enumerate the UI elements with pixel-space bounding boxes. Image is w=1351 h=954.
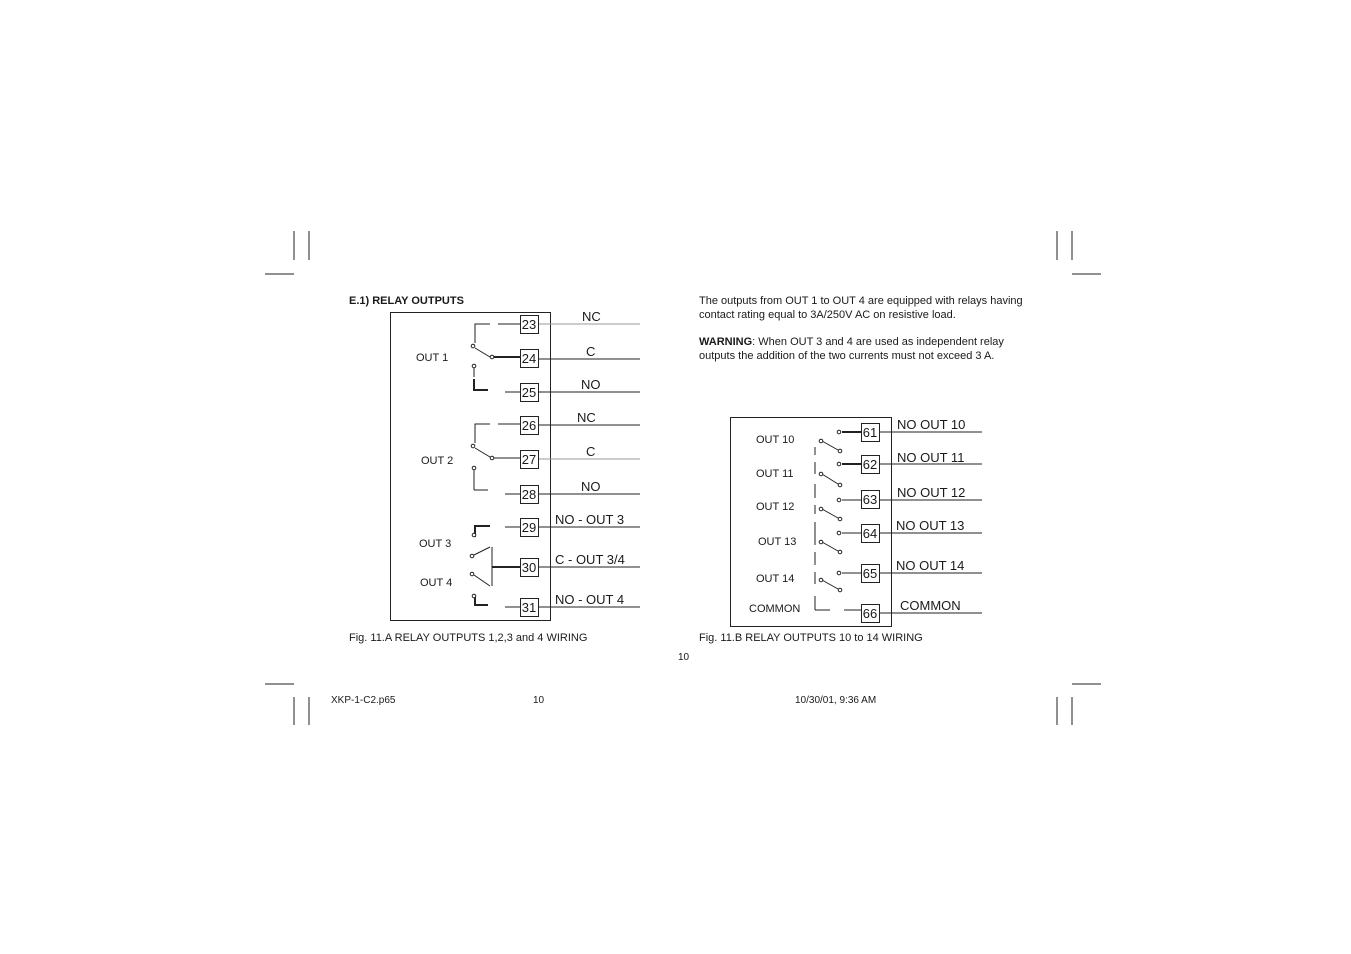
terminal-28: 28 (521, 487, 537, 502)
fig-b-common-label: COMMON (749, 603, 801, 615)
terminal-66: 66 (862, 606, 878, 621)
section-title: E.1) RELAY OUTPUTS (349, 295, 464, 307)
fig-b-wire-64: NO OUT 13 (896, 518, 965, 533)
page-number: 10 (678, 652, 690, 663)
fig-b-out13-label: OUT 13 (758, 536, 797, 548)
fig-b-out11-label: OUT 11 (756, 468, 794, 480)
terminal-61: 61 (862, 425, 878, 440)
warning-text: : When OUT 3 and 4 are used as independent relay outputs the addition of the two currents must not exceed 3 A. (699, 336, 1004, 362)
footer-page: 10 (533, 695, 545, 706)
terminal-23: 23 (521, 317, 537, 332)
terminal-25: 25 (521, 385, 537, 400)
fig-b-out12-label: OUT 12 (756, 501, 795, 513)
fig-a-out1-label: OUT 1 (416, 352, 449, 364)
fig-b-wire-66: COMMON (900, 598, 961, 613)
fig-a-wire-24: C (586, 344, 596, 359)
terminal-63: 63 (862, 492, 878, 507)
terminal-64: 64 (862, 526, 878, 541)
terminal-31: 31 (521, 600, 537, 615)
fig-a-out3-label: OUT 3 (419, 538, 452, 550)
terminal-29: 29 (521, 520, 537, 535)
terminal-26: 26 (521, 418, 537, 433)
fig-a-wire-26: NC (577, 410, 596, 425)
intro-paragraph: The outputs from OUT 1 to OUT 4 are equipped with relays having contact rating equal to 3A/250V AC on resistive load. (699, 295, 1023, 321)
fig-a-wire-29: NO - OUT 3 (555, 512, 625, 527)
terminal-30: 30 (521, 560, 537, 575)
fig-b-out14-label: OUT 14 (756, 573, 795, 585)
fig-b-wire-65: NO OUT 14 (896, 558, 965, 573)
fig-b-wire-62: NO OUT 11 (897, 450, 965, 465)
terminal-62: 62 (862, 457, 878, 472)
warning-label: WARNING (699, 336, 753, 348)
fig-a-wire-28: NO (581, 479, 601, 494)
fig-a-out4-label: OUT 4 (420, 577, 453, 589)
fig-a-out2-label: OUT 2 (421, 455, 454, 467)
terminal-24: 24 (521, 351, 537, 366)
fig-a-wire-23: NC (582, 309, 601, 324)
fig-a-wire-31: NO - OUT 4 (555, 592, 625, 607)
fig-a-wire-25: NO (581, 377, 601, 392)
fig-b-out10-label: OUT 10 (756, 434, 795, 446)
terminal-65: 65 (862, 566, 878, 581)
footer-timestamp: 10/30/01, 9:36 AM (795, 695, 877, 706)
fig-a-wire-30: C - OUT 3/4 (555, 552, 625, 567)
fig-a-caption: Fig. 11.A RELAY OUTPUTS 1,2,3 and 4 WIRING (349, 632, 588, 644)
terminal-27: 27 (521, 452, 537, 467)
fig-b-wire-61: NO OUT 10 (897, 417, 966, 432)
fig-b-caption: Fig. 11.B RELAY OUTPUTS 10 to 14 WIRING (699, 632, 923, 644)
fig-b-wire-63: NO OUT 12 (897, 485, 966, 500)
fig-a-wire-27: C (586, 444, 596, 459)
footer-filename: XKP-1-C2.p65 (331, 695, 396, 706)
